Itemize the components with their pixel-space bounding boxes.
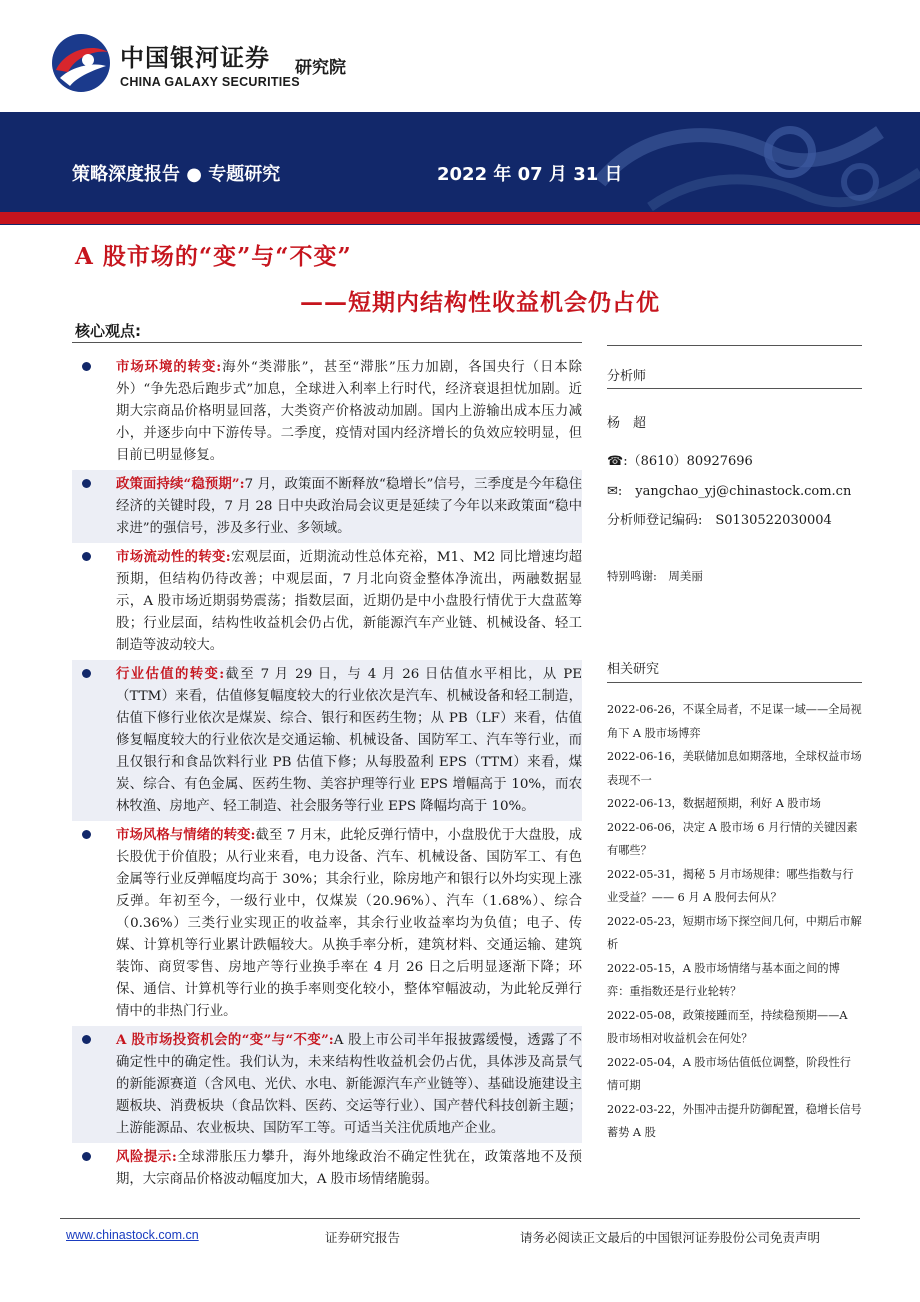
report-title: A 股市场的“变”与“不变” (75, 243, 352, 270)
footer-divider (60, 1218, 860, 1219)
related-research-item[interactable]: 2022-05-31，揭秘 5 月市场规律：哪些指数与行业受益？—— 6 月 A 股何去何从？ (607, 867, 854, 904)
bullet-icon (82, 669, 91, 678)
bullet-icon (82, 362, 91, 371)
key-point: 市场环境的转变:海外“类滞胀”，甚至“滞胀”压力加剧，各国央行（日本除外）“争先恐后跑步式”加息，全球进入利率上行时代，经济衰退担忧加剧。近期大宗商品价格明显回落，大类资产价格波动加剧。国内上游输出成本压力减小，并逐步向中下游传导。二季度，疫情对国内经济增长的负效应较明显，但目前已明显修复。 (72, 353, 582, 470)
website-link[interactable]: www.chinastock.com.cn (66, 1228, 199, 1242)
related-research-item[interactable]: 2022-06-06，决定 A 股市场 6 月行情的关键因素有哪些？ (607, 820, 858, 857)
related-research-item[interactable]: 2022-05-08，政策接踵而至，持续稳预期——A 股市场相对收益机会在何处？ (607, 1008, 848, 1045)
report-date: 2022 年 07 月 31 日 (437, 164, 623, 185)
institute-label: 研究院 (295, 58, 346, 78)
key-point: 市场风格与情绪的转变:截至 7 月末，此轮反弹行情中，小盘股优于大盘股，成长股优于价值股；从行业来看，电力设备、汽车、机械设备、国防军工、有色金属等行业反弹幅度均高于 30%；其余行业，除房地产和银行以外均实现上涨反弹。年初至今，一级行业中，仅煤炭（20.96%）、汽车（1.68%）、综合（0.36%）三类行业实现正的收益率，其余行业收益率均为负值；电子、传媒、计算机等行业累计跌幅较大。从换手率分析，建筑材料、交通运输、建筑装饰、商贸零售、房地产等行业换手率在 4 月 26 日之后明显逐渐下降；环保、通信、计算机等行业的换手率则变化较小，整体窄幅波动，为此轮反弹行情中的非热门行业。 (72, 821, 582, 1026)
analyst-section-label: 分析师 (607, 369, 647, 384)
key-point: 市场流动性的转变:宏观层面，近期流动性总体充裕，M1、M2 同比增速均超预期，但结构仍待改善；中观层面，7 月北向资金整体净流出，两融数据显示，A 股市场近期弱势震荡；指数层面，近期仍是中小盘股行情优于大盘蓝筹股；行业层面，结构性收益机会仍占优，新能源汽车产业链、机械设备、轻工制造等波动较大。 (72, 543, 582, 660)
divider-related (607, 682, 862, 683)
bullet-icon (82, 552, 91, 561)
key-point: 行业估值的转变:截至 7 月 29 日，与 4 月 26 日估值水平相比，从 PE（TTM）来看，估值修复幅度较大的行业依次是汽车、机械设备和轻工制造，估值下修行业依次是煤炭、综合、银行和医药生物；从 PB（LF）来看，估值修复幅度较大的行业依次是交通运输、机械设备、国防军工、汽车等行业，而且仅银行和食品饮料行业 PB 估值下修；从每股盈利 EPS（TTM）来看，煤炭、综合、有色金属、医药生物、美容护理等行业 EPS 增幅高于 10%，而农林牧渔、房地产、轻工制造、社会服务等行业 EPS 降幅均高于 10%。 (72, 660, 582, 821)
related-research-item[interactable]: 2022-06-13，数据超预期，利好 A 股市场 (607, 797, 821, 810)
brand-name-en: CHINA GALAXY SECURITIES (120, 74, 300, 89)
key-point: 政策面持续“稳预期”:7 月，政策面不断释放“稳增长”信号，三季度是今年稳住经济的关键时段，7 月 28 日中央政治局会议更是延续了今年以来政策面“稳中求进”的强信号，涉及多行业、多领域。 (72, 470, 582, 543)
divider-analyst (607, 388, 862, 389)
key-point: 风险提示:全球滞胀压力攀升，海外地缘政治不确定性犹在，政策落地不及预期，大宗商品价格波动幅度加大，A 股市场情绪脆弱。 (72, 1143, 582, 1194)
related-research-item[interactable]: 2022-06-16，美联储加息如期落地，全球权益市场表现不一 (607, 750, 862, 787)
bullet-icon (82, 479, 91, 488)
bullet-icon (82, 1152, 91, 1161)
bullet-icon (82, 1035, 91, 1044)
core-views-heading: 核心观点: (75, 322, 141, 340)
company-logo (50, 32, 300, 94)
divider-left (72, 342, 582, 343)
analyst-name: 杨 超 (607, 416, 647, 431)
related-research-list (607, 698, 862, 1145)
key-point: A 股市场投资机会的“变”与“不变”:A 股上市公司半年报披露缓慢，透露了不确定性中的确定性。我们认为，未来结构性收益机会仍占优，具体涉及高景气的新能源赛道（含风电、光伏、水电、新能源汽车产业链等）、基础设施建设主题板块、消费板块（食品饮料、医药、交运等行业）、国产替代科技创新主题；上游能源品、农业板块、国防军工等。可适当关注优质地产企业。 (72, 1026, 582, 1143)
special-thanks: 特别鸣谢: 周美丽 (607, 569, 703, 583)
divider-right-top (607, 345, 862, 346)
analyst-phone: ☎:（8610）80927696 (607, 454, 753, 469)
related-research-item[interactable]: 2022-05-04，A 股市场估值低位调整，阶段性行情可期 (607, 1055, 851, 1092)
footer-center-label: 证券研究报告 (325, 1230, 401, 1245)
footer-disclaimer: 请务必阅读正文最后的中国银河证券股份公司免责声明 (520, 1230, 821, 1245)
related-research-item[interactable]: 2022-03-22，外围冲击提升防御配置，稳增长信号蓄势 A 股 (607, 1102, 862, 1139)
related-research-item[interactable]: 2022-05-15，A 股市场情绪与基本面之间的博弈：重指数还是行业轮转？ (607, 961, 840, 998)
report-type: 策略深度报告 ● 专题研究 (72, 164, 281, 185)
analyst-email: ✉: yangchao_yj@chinastock.com.cn (607, 484, 852, 499)
related-research-item[interactable]: 2022-05-23，短期市场下探空间几何，中期后市解析 (607, 914, 862, 951)
brand-name-cn: 中国银河证券 (120, 43, 270, 72)
report-subtitle: ——短期内结构性收益机会仍占优 (300, 289, 660, 316)
banner-red-stripe (0, 212, 920, 224)
key-points-list (72, 353, 582, 1194)
analyst-license: 分析师登记编码: S0130522030004 (607, 513, 832, 528)
related-research-item[interactable]: 2022-06-26，不谋全局者，不足谋一域——全局视角下 A 股市场博弈 (607, 703, 862, 740)
bullet-icon (82, 830, 91, 839)
galaxy-logo-icon (50, 32, 112, 94)
related-research-heading: 相关研究 (607, 662, 660, 677)
